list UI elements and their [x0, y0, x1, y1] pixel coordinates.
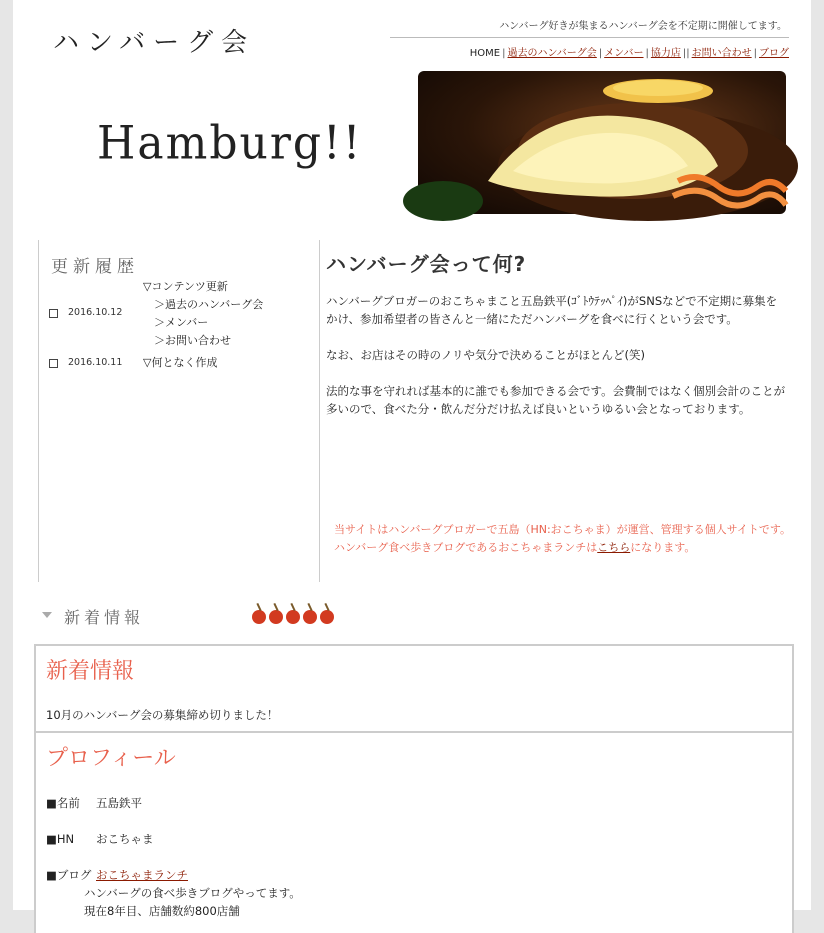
news-item: 10月のハンバーグ会の募集締め切りました！	[46, 708, 279, 722]
news-box-title: 新着情報	[46, 659, 135, 684]
profile-key: ■HN	[46, 832, 75, 846]
profile-key: ■名前	[46, 796, 80, 810]
profile-blog-link[interactable]: おこちゃまランチ	[96, 868, 188, 882]
apple-icon	[303, 610, 317, 624]
about-paragraph: 法的な事を守れれば基本的に誰でも参加できる会です。会費制ではなく個別会計のことが多いので、食べた分・飲んだ分だけ払えば良いというゆるい会となっております。	[326, 384, 786, 416]
nav-past-events[interactable]: 過去のハンバーグ会	[507, 48, 597, 59]
notice-line	[334, 539, 794, 557]
nav-members[interactable]: メンバー	[604, 48, 644, 59]
history-date: 2016.10.12	[68, 307, 123, 318]
history-line: ▽コンテンツ更新	[143, 280, 228, 293]
news-section-header	[38, 604, 358, 630]
profile-hn-row	[46, 831, 154, 847]
notice-line: 当サイトはハンバーグブロガーで五島（HN:おこちゃま）が運営、管理する個人サイトです。	[334, 523, 792, 536]
history-line: ▽何となく作成	[143, 356, 218, 369]
triangle-down-icon	[42, 612, 52, 618]
profile-value: おこちゃま	[96, 832, 154, 846]
notice-text: になります。	[630, 541, 696, 554]
about-body	[326, 292, 788, 436]
about-paragraph: ハンバーグブロガーのおこちゃまこと五島鉄平(ｺﾞﾄｳﾃｯﾍﾟｲ)がSNSなどで不定期に募集をかけ、参加希望者の皆さんと一緒にただハンバーグを食べに行くという会です。	[326, 294, 778, 326]
nav-contact[interactable]: お問い合わせ	[691, 48, 752, 59]
site-logo[interactable]: ハンバーグ会	[53, 28, 256, 58]
header-divider	[390, 37, 789, 38]
profile-key: ■ブログ	[46, 868, 92, 882]
history-line: ＞お問い合わせ	[143, 334, 231, 347]
square-bullet-icon	[49, 359, 58, 368]
history-date: 2016.10.11	[68, 357, 123, 368]
profile-box	[34, 731, 794, 933]
update-history-title: 更新履歴	[51, 257, 139, 277]
nav-blog[interactable]: ブログ	[759, 48, 789, 59]
notice-text: ハンバーグ食べ歩きブログであるおこちゃまランチは	[334, 541, 598, 554]
profile-value: 五島鉄平	[96, 796, 142, 810]
profile-blog-desc: 現在8年目、店舗数約800店舗	[84, 904, 240, 918]
news-section-label: 新着情報	[64, 608, 145, 627]
about-paragraph: なお、お店はその時のノリや気分で決めることがほとんど(笑)	[326, 348, 646, 362]
hero-hamburg-image	[418, 71, 786, 214]
hero-title: Hamburg!!	[97, 116, 363, 171]
apple-icon	[252, 610, 266, 624]
nav-partner-shops[interactable]: 協力店	[650, 48, 681, 59]
global-nav: HOME | 過去のハンバーグ会 | メンバー | 協力店 || お問い合わせ | ブログ	[469, 48, 789, 59]
apple-icon	[320, 610, 334, 624]
news-box	[34, 644, 794, 734]
history-line: ＞過去のハンバーグ会	[143, 298, 264, 311]
update-history-panel	[38, 240, 320, 582]
history-line: ＞メンバー	[143, 316, 209, 329]
apple-icon	[286, 610, 300, 624]
profile-name-row	[46, 795, 142, 811]
nav-home[interactable]: HOME	[469, 48, 501, 59]
page	[13, 0, 811, 918]
profile-title: プロフィール	[46, 746, 176, 771]
blog-link[interactable]: こちら	[597, 541, 631, 554]
square-bullet-icon	[49, 309, 58, 318]
profile-blog-desc: ハンバーグの食べ歩きブログやってます。	[84, 886, 301, 900]
profile-blog-row	[46, 867, 188, 883]
site-tagline: ハンバーグ好きが集まるハンバーグ会を不定期に開催してます。	[499, 21, 787, 32]
about-panel	[324, 240, 794, 582]
apple-decoration	[252, 604, 337, 621]
site-notice	[334, 521, 794, 557]
apple-icon	[269, 610, 283, 624]
about-title: ハンバーグ会って何?	[326, 252, 527, 276]
